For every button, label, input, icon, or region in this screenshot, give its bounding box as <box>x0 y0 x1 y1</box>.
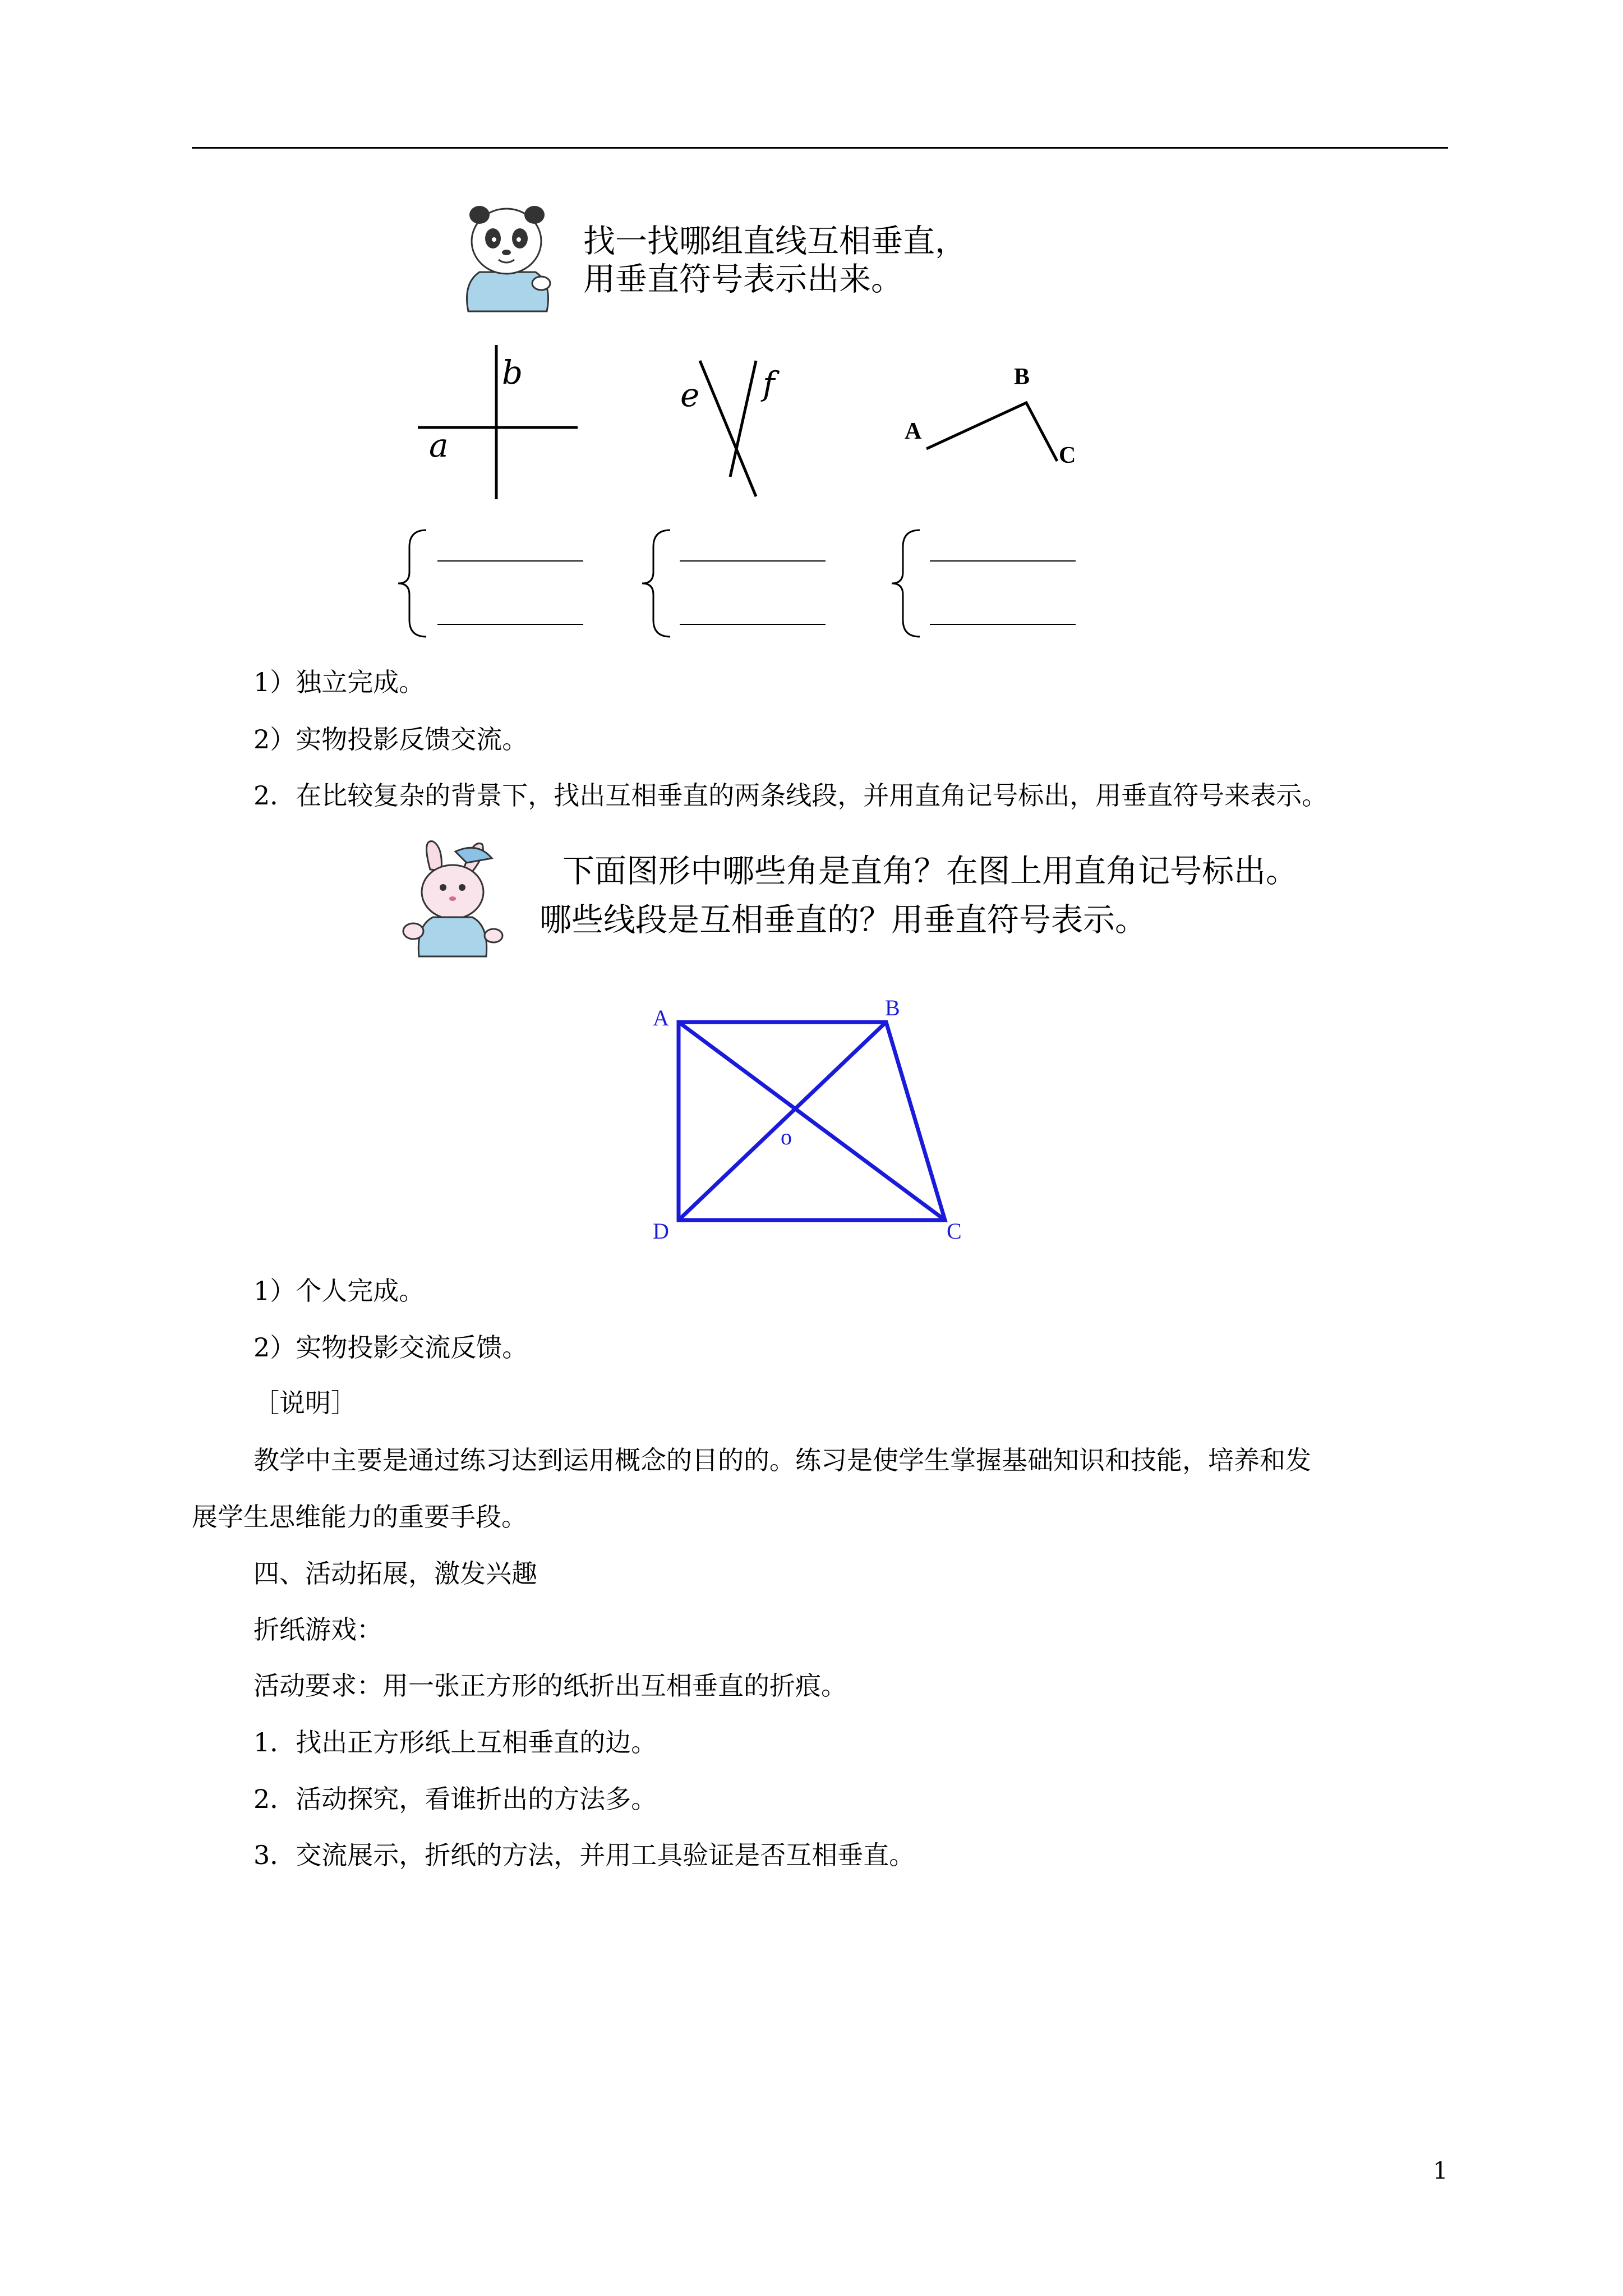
step2-2: 2）实物投影交流反馈。 <box>253 1332 528 1363</box>
section4-item-3: 3．交流展示，折纸的方法，并用工具验证是否互相垂直。 <box>253 1840 915 1870</box>
figure-angle-abc <box>920 393 1066 471</box>
line-e <box>700 361 756 496</box>
step2-1: 1）个人完成。 <box>253 1276 425 1306</box>
section4-game: 折纸游戏： <box>253 1614 382 1645</box>
label-quad-B: B <box>885 995 900 1020</box>
note-line2: 展学生思维能力的重要手段。 <box>192 1502 527 1532</box>
diagonal-bd <box>679 1022 886 1220</box>
note-line1: 教学中主要是通过练习达到运用概念的目的的。练习是使学生掌握基础知识和技能，培养和发 <box>253 1445 1311 1475</box>
line-f <box>730 361 756 477</box>
label-quad-O: o <box>781 1124 792 1149</box>
step1-1: 1）独立完成。 <box>253 667 425 697</box>
answer-brace-1 <box>398 530 583 637</box>
rabbit-illustration <box>399 836 506 959</box>
exercise2-intro: 2．在比较复杂的背景下，找出互相垂直的两条线段，并用直角记号标出，用垂直符号来表示。 <box>253 780 1328 811</box>
label-f: f <box>763 365 775 403</box>
answer-brace-2 <box>642 530 826 637</box>
label-a: a <box>429 426 449 464</box>
label-b: b <box>502 353 523 392</box>
section4-heading: 四、活动拓展，激发兴趣 <box>253 1558 537 1589</box>
panda-illustration <box>457 199 555 317</box>
label-e: e <box>680 376 700 414</box>
exercise1-prompt-line2: 用垂直符号表示出来。 <box>583 261 903 298</box>
label-A: A <box>905 418 922 444</box>
label-quad-D: D <box>653 1218 669 1244</box>
label-quad-C: C <box>947 1218 962 1244</box>
answer-brace-3 <box>892 530 1076 637</box>
label-B: B <box>1014 364 1030 390</box>
answer-blanks <box>393 524 1094 642</box>
section4-requirement: 活动要求：用一张正方形的纸折出互相垂直的折痕。 <box>253 1671 847 1701</box>
section4-item-2: 2．活动探究，看谁折出的方法多。 <box>253 1784 657 1814</box>
label-C: C <box>1059 443 1076 468</box>
step1-2: 2）实物投影反馈交流。 <box>253 724 528 754</box>
quadrilateral-figure <box>645 993 981 1257</box>
section4-item-1: 1．找出正方形纸上互相垂直的边。 <box>253 1727 657 1757</box>
page-number: 1 <box>1433 2157 1448 2184</box>
diagonal-ac <box>679 1022 945 1220</box>
exercise2-prompt-line2: 哪些线段是互相垂直的？用垂直符号表示。 <box>540 901 1147 938</box>
exercise1-prompt-line1: 找一找哪组直线互相垂直， <box>583 223 967 260</box>
label-quad-A: A <box>653 1005 669 1030</box>
exercise2-prompt-line1: 下面图形中哪些角是直角？在图上用直角记号标出。 <box>562 853 1298 890</box>
header-rule <box>192 147 1448 149</box>
note-heading: ［说明］ <box>253 1388 357 1418</box>
